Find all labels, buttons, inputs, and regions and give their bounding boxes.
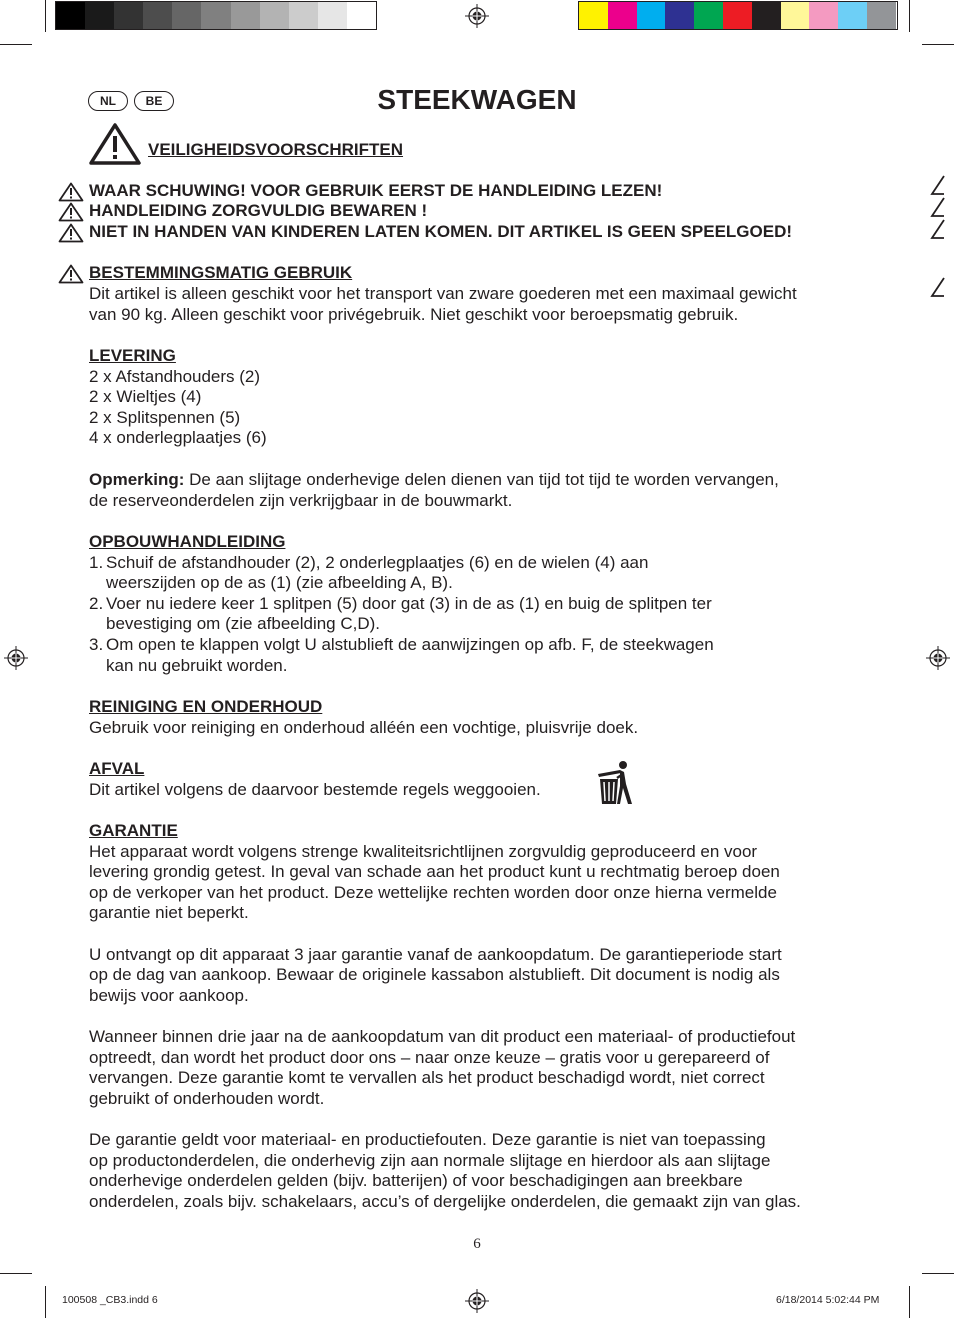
cleaning-text: Gebruik voor reiniging en onderhoud alléén een vochtige, pluisvrije doek. — [89, 717, 639, 737]
note-label: Opmerking: — [89, 470, 185, 489]
crop-mark — [0, 1273, 32, 1274]
color-swatch — [347, 2, 376, 29]
grayscale-color-bar — [55, 1, 377, 30]
crop-mark — [45, 1286, 46, 1318]
warning-line — [58, 181, 662, 202]
disposal-heading: AFVAL — [89, 759, 145, 778]
crop-mark — [0, 44, 32, 45]
color-swatch — [694, 2, 723, 29]
language-badge-nl: NL — [88, 91, 128, 111]
warning-triangle-icon — [58, 223, 84, 243]
page-title: STEEKWAGEN — [377, 84, 577, 115]
warranty-paragraph: U ontvangt op dit apparaat 3 jaar garantie vanaf de aankoopdatum. De garantieperiode start op de dag van aankoop. Bewaar de originele kassabon alstublieft. Dit document is nodig als bewijs voor aankoop. — [89, 944, 782, 1005]
warranty-paragraph: Wanneer binnen drie jaar na de aankoopdatum van dit product een materiaal- of productiefout optreedt, dan wordt het product door ons – naar onze keuze – gratis voor u gerepareerd of vervangen. Deze garantie komt te vervallen als het product beschadigd wordt, niet correct gebruikt of onderhouden wordt. — [89, 1026, 796, 1108]
intended-use-heading-line — [58, 263, 352, 284]
registration-mark-icon — [4, 646, 28, 670]
color-swatch — [838, 2, 867, 29]
note-text: de reserveonderdelen zijn verkrijgbaar in de bouwmarkt. — [89, 490, 513, 510]
list-item: 2 x Wieltjes (4) — [89, 387, 202, 407]
assembly-heading: OPBOUWHANDLEIDING — [89, 532, 286, 551]
color-swatch — [752, 2, 781, 29]
cleaning-section — [89, 697, 638, 738]
intended-use-heading: BESTEMMINGSMATIG GEBRUIK — [89, 263, 353, 282]
warning-line — [58, 222, 792, 243]
language-badge-be: BE — [134, 91, 174, 111]
list-item: 2 x Splitspennen (5) — [89, 407, 241, 427]
crop-mark — [45, 0, 46, 32]
color-swatch — [260, 2, 289, 29]
delivery-section — [89, 346, 267, 449]
color-swatch — [665, 2, 694, 29]
list-item: 4 x onderlegplaatjes (6) — [89, 428, 267, 448]
slug-file-name: 100508 _CB3.indd 6 — [62, 1294, 158, 1306]
assembly-section — [89, 532, 714, 676]
warning-triangle-icon — [58, 202, 84, 222]
delivery-heading: LEVERING — [89, 346, 176, 365]
warning-text: HANDLEIDING ZORGVULDIG BEWAREN ! — [89, 201, 428, 220]
color-swatch — [85, 2, 114, 29]
crop-mark — [922, 1273, 954, 1274]
warning-text: NIET IN HANDEN VAN KINDEREN LATEN KOMEN. DIT ARTIKEL IS GEEN SPEELGOED! — [89, 222, 793, 241]
color-swatch — [781, 2, 810, 29]
registration-mark-icon — [926, 646, 950, 670]
warning-text: WAAR SCHUWING! VOOR GEBRUIK EERST DE HANDLEIDING LEZEN! — [89, 181, 663, 200]
warranty-paragraph: Het apparaat wordt volgens strenge kwaliteitsrichtlijnen zorgvuldig geproduceerd en voor levering grondig getest. In geval van schade aan het product kunt u rechtmatig beroep doen op de verkoper van het product. Deze wettelijke rechten worden door onze hierna vermelde garantie niet beperkt. — [89, 841, 780, 923]
note-text: De aan slijtage onderhevige delen dienen van tijd tot tijd te worden vervangen, — [184, 470, 779, 489]
warranty-heading: GARANTIE — [89, 821, 178, 840]
color-swatch — [608, 2, 637, 29]
page-number: 6 — [473, 1236, 481, 1252]
slug-timestamp: 6/18/2014 5:02:44 PM — [776, 1294, 880, 1306]
crop-mark — [909, 1286, 910, 1318]
intended-use-text: Dit artikel is alleen geschikt voor het transport van zware goederen met een maximaal gewicht van 90 kg. Alleen geschikt voor privégebruik. Niet geschikt voor beroepsmatig gebruik. — [89, 284, 797, 324]
warning-triangle-icon — [58, 182, 84, 202]
process-color-bar — [578, 1, 898, 30]
assembly-step: 3. Om open te klappen volgt U alstublieft de aanwijzingen op afb. F, de steekwagen kan nu gebruikt worden. — [89, 634, 714, 675]
color-swatch — [201, 2, 230, 29]
assembly-step: 1. Schuif de afstandhouder (2), 2 onderlegplaatjes (6) en de wielen (4) aan weerszijden op de as (1) (zie afbeelding A, B). — [89, 552, 649, 593]
disposal-text: Dit artikel volgens de daarvoor bestemde regels weggooien. — [89, 779, 541, 799]
bleed-through-triangle-fragments — [924, 174, 954, 300]
warning-triangle-icon — [58, 264, 84, 284]
color-swatch — [289, 2, 318, 29]
registration-mark-icon — [465, 1289, 489, 1313]
color-swatch — [172, 2, 201, 29]
list-item: 2 x Afstandhouders (2) — [89, 366, 261, 386]
color-swatch — [579, 2, 608, 29]
color-swatch — [231, 2, 260, 29]
assembly-step: 2. Voer nu iedere keer 1 splitpen (5) door gat (3) in de as (1) en buig de splitpen ter bevestiging om (zie afbeelding C,D). — [89, 593, 712, 634]
crop-mark — [909, 0, 910, 32]
safety-heading: VEILIGHEIDSVOORSCHRIFTEN — [148, 140, 404, 159]
warranty-paragraph: De garantie geldt voor materiaal- en productiefouten. Deze garantie is niet van toepassing op productonderdelen, die onderhevig zijn aan normale slijtage en hierdoor als aan slijtage onderhevige onderdelen gelden (bijv. batterijen) of voor beschadigingen aan breekbare onderdelen, zoals bijv. schakelaars, accu’s of dergelijke onderdelen, die gemaakt zijn van glas. — [89, 1129, 801, 1211]
color-swatch — [143, 2, 172, 29]
cleaning-heading: REINIGING EN ONDERHOUD — [89, 697, 323, 716]
color-swatch — [723, 2, 752, 29]
color-swatch — [809, 2, 838, 29]
warning-line — [58, 201, 427, 222]
registration-mark-icon — [465, 4, 489, 28]
color-swatch — [867, 2, 896, 29]
color-swatch — [637, 2, 666, 29]
warning-triangle-icon — [88, 122, 142, 166]
color-swatch — [114, 2, 143, 29]
crop-mark — [922, 44, 954, 45]
color-swatch — [56, 2, 85, 29]
warranty-section — [89, 821, 801, 1212]
recycle-bin-icon — [596, 760, 634, 806]
color-swatch — [318, 2, 347, 29]
note-section — [89, 470, 779, 511]
disposal-section — [89, 759, 541, 800]
